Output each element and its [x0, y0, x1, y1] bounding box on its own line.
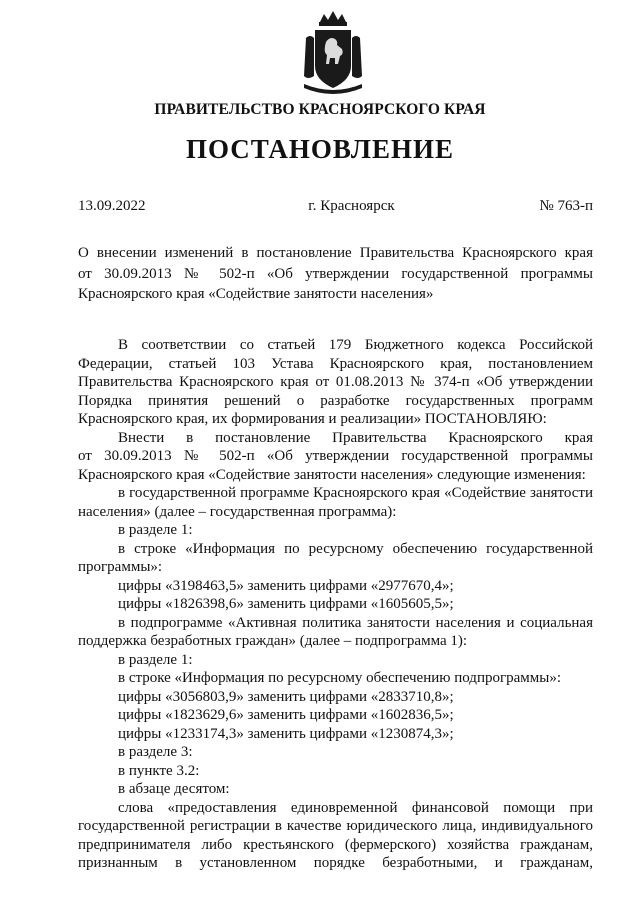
body-line: цифры «1823629,6» заменить цифрами «1602836,5»;	[118, 707, 454, 723]
body-line: Федерации, статьей 103 Устава Красноярского края, постановлением	[78, 355, 593, 372]
body-line: признанным в установленном порядке безработными, и гражданам,	[78, 855, 593, 871]
body-line: Красноярского края, их формирования и реализации» ПОСТАНОВЛЯЮ:	[78, 411, 547, 427]
document-city: г. Красноярск	[308, 198, 395, 214]
body-line: предпринимателя либо крестьянского (фермерского) хозяйства гражданам,	[78, 836, 593, 853]
body-line: в абзаце десятом:	[118, 781, 230, 797]
document-body	[78, 336, 593, 873]
body-line: цифры «3056803,9» заменить цифрами «2833710,8»;	[118, 688, 454, 705]
document-meta	[78, 198, 593, 215]
government-title: ПРАВИТЕЛЬСТВО КРАСНОЯРСКОГО КРАЯ	[154, 101, 486, 118]
body-line: цифры «1826398,6» заменить цифрами «1605605,5»;	[118, 596, 454, 612]
body-line: слова «предоставления единовременной финансовой помощи при	[118, 799, 593, 816]
body-line: в разделе 1:	[118, 522, 193, 538]
body-line: Правительства Красноярского края от 01.08.2013 № 374-п «Об утверждении	[78, 374, 593, 390]
subject-line: Красноярского края «Содействие занятости населения»	[78, 286, 434, 302]
document-subject	[78, 243, 593, 305]
document-type-title: ПОСТАНОВЛЕНИЕ	[185, 134, 455, 164]
document-number: № 763-п	[539, 198, 593, 214]
body-line: поддержка безработных граждан» (далее – подпрограмма 1):	[78, 633, 468, 649]
body-line: в государственной программе Красноярского края «Содействие занятости	[118, 485, 593, 501]
subject-line: О внесении изменений в постановление Правительства Красноярского края	[78, 245, 593, 261]
body-line: государственной регистрации в качестве юридического лица, индивидуального	[78, 818, 593, 834]
body-line: населения» (далее – государственная программа):	[78, 503, 397, 520]
body-line: от 30.09.2013 № 502-п «Об утверждении государственной программы	[78, 448, 593, 464]
body-line: В соответствии со статьей 179 Бюджетного кодекса Российской	[118, 337, 593, 353]
body-line: в строке «Информация по ресурсному обеспечению подпрограммы»:	[118, 670, 562, 686]
body-line: программы»:	[78, 559, 163, 575]
body-line: в пункте 3.2:	[118, 762, 200, 779]
body-line: Внести в постановление Правительства Красноярского края	[118, 429, 593, 446]
body-line: Порядка принятия решений о разработке государственных программ	[78, 392, 593, 409]
body-line: цифры «3198463,5» заменить цифрами «2977670,4»;	[118, 577, 454, 594]
body-line: Красноярского края «Содействие занятости населения» следующие изменения:	[78, 466, 586, 483]
body-line: в строке «Информация по ресурсному обеспечению государственной	[118, 540, 593, 557]
body-line: в разделе 1:	[118, 651, 193, 668]
krasnoyarsk-coat-of-arms-icon	[298, 8, 368, 94]
subject-line: от 30.09.2013 № 502-п «Об утверждении государственной программы	[78, 265, 593, 282]
body-line: в разделе 3:	[118, 744, 193, 760]
document-date: 13.09.2022	[78, 198, 146, 214]
body-line: в подпрограмме «Активная политика занятости населения и социальная	[118, 614, 593, 631]
body-line: цифры «1233174,3» заменить цифрами «1230874,3»;	[118, 725, 454, 742]
